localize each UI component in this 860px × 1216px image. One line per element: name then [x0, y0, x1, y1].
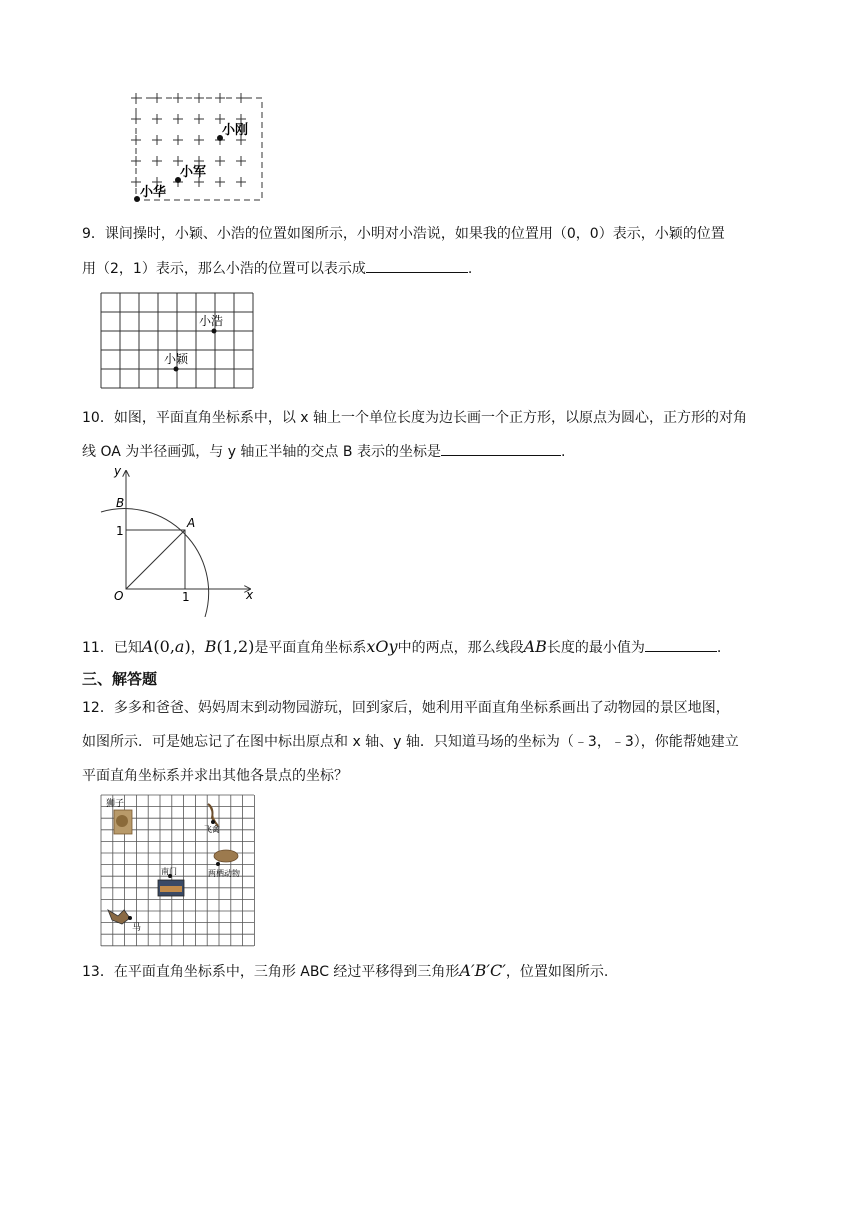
axis-x-label: x [246, 588, 254, 602]
q11-B: B [204, 637, 217, 656]
q10-line2-text: 线 OA 为半径画弧，与 y 轴正半轴的交点 B 表示的坐标是 [82, 444, 441, 460]
label-bird: 飞禽 [204, 825, 220, 834]
q11-A: A [141, 637, 154, 656]
q9-line2-text: 用（2，1）表示，那么小浩的位置可以表示成 [82, 261, 366, 277]
figure-q10-coordinate [96, 465, 260, 617]
q11-B-coord: (1,2) [216, 637, 255, 656]
q11-end: . [716, 640, 722, 656]
point-a-label: A [187, 516, 196, 530]
q11-AB: AB [523, 637, 547, 656]
q13-text: 13．在平面直角坐标系中，三角形 ABC 经过平移得到三角形 [82, 964, 460, 980]
label-xiaojun: 小军 [180, 165, 207, 180]
answer-blank [645, 637, 717, 652]
q11-A-open: (0, [153, 637, 175, 656]
q11-suffix: 长度的最小值为 [546, 640, 645, 656]
label-horse: 马 [132, 923, 142, 933]
q9-end: . [467, 261, 473, 277]
label-gate: 南门 [161, 867, 177, 876]
tick-x-1: 1 [182, 590, 190, 604]
figure-q9-grid [100, 292, 254, 390]
label-xiaohua: 小华 [140, 185, 167, 200]
q10-line1: 10．如图，平面直角坐标系中，以 x 轴上一个单位长度为边长画一个正方形，以原点为圆心，正方形的对角 [82, 410, 747, 426]
answer-blank [366, 258, 468, 273]
figure-q8-grid [128, 92, 270, 204]
q9-line2 [82, 258, 472, 279]
q12-line1: 12．多多和爸爸、妈妈周末到动物园游玩，回到家后，她利用平面直角坐标系画出了动物园的景区地图， [82, 700, 730, 716]
label-xiaogang: 小刚 [222, 123, 249, 138]
q13-line [82, 959, 608, 983]
origin-label: O [114, 589, 124, 603]
q11-A-close: ) [184, 637, 191, 656]
figure-q12-zoo-map [100, 794, 256, 948]
section-heading: 三、解答题 [82, 670, 158, 688]
q11-a: a [174, 637, 185, 656]
q13-triangle: A′B′C′ [459, 961, 506, 980]
label-reptile: 两栖动物 [208, 869, 240, 878]
q10-end: . [560, 444, 566, 460]
q11-mid: 是平面直角坐标系 [254, 640, 367, 656]
answer-blank [441, 441, 561, 456]
label-xiaohao: 小浩 [199, 314, 224, 328]
reptile-image [214, 850, 238, 862]
q11-comma: ， [190, 640, 205, 656]
horse-image [108, 910, 130, 924]
label-xiaoying: 小颖 [164, 352, 189, 366]
point-b-label: B [116, 496, 125, 510]
q12-line3: 平面直角坐标系并求出其他各景点的坐标？ [82, 768, 348, 784]
q11-xoy: xOy [366, 637, 398, 656]
axis-y-label: y [114, 465, 122, 478]
q11-mid2: 中的两点，那么线段 [397, 640, 524, 656]
q12-line2: 如图所示．可是她忘记了在图中标出原点和 x 轴、y 轴．只知道马场的坐标为（﹣3，﹣3），你能帮她建立 [82, 734, 739, 750]
q9-line1: 9．课间操时，小颖、小浩的位置如图所示，小明对小浩说，如果我的位置用（0，0）表示，小颖的位置 [82, 226, 725, 242]
tick-y-1: 1 [116, 524, 124, 538]
q13-end: ，位置如图所示. [505, 964, 609, 980]
q10-line2 [82, 441, 565, 462]
label-lion: 狮子 [106, 799, 125, 809]
q11-line [82, 634, 721, 660]
q11-prefix: 11．已知 [82, 640, 142, 656]
